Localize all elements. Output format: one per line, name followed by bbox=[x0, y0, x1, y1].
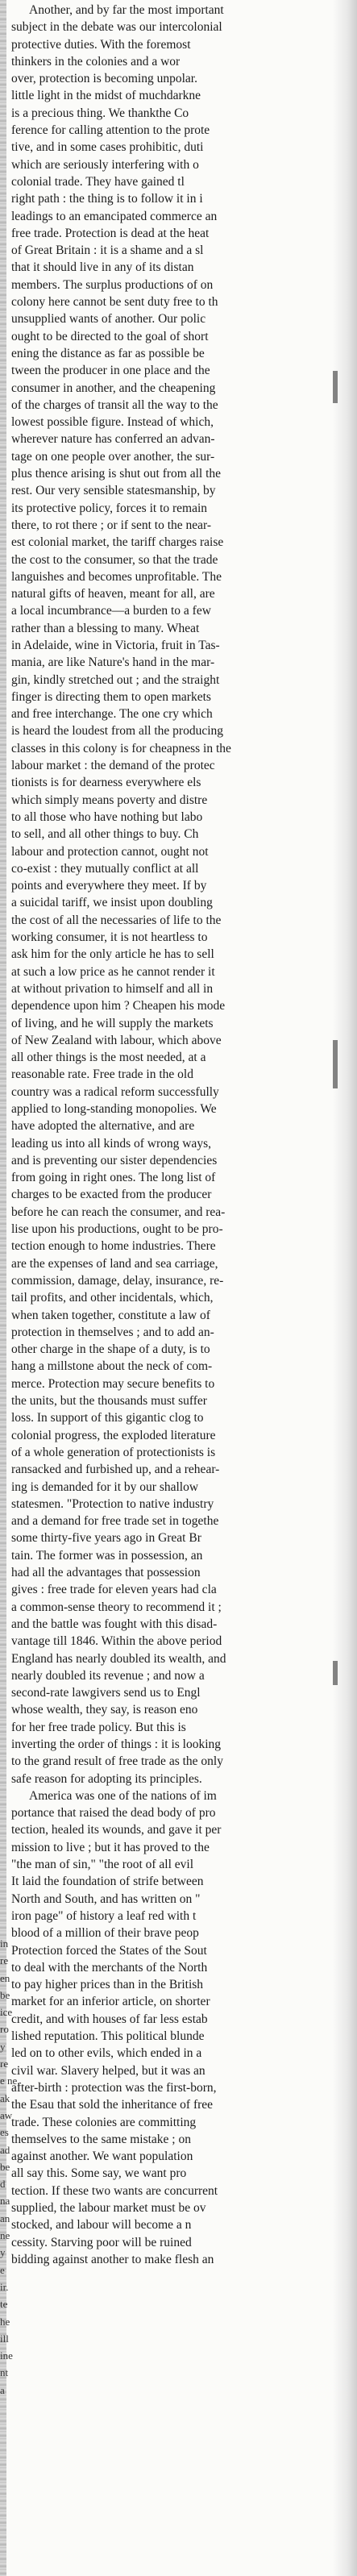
article-line: of the charges of transit all the way to the bbox=[11, 397, 218, 412]
article-line: statesmen. "Protection to native industry bbox=[11, 1496, 214, 1511]
article-line: Protection forced the States of the Sout bbox=[11, 1943, 207, 1958]
margin-fragment: y bbox=[0, 2246, 6, 2259]
article-line: inverting the order of things : it is looking bbox=[11, 1737, 222, 1751]
article-line: are the expenses of land and sea carriage, bbox=[11, 1256, 218, 1271]
article-line: mania, are like Nature's hand in the mar- bbox=[11, 655, 215, 670]
article-line: dependence upon him ? Cheapen his mode bbox=[11, 999, 226, 1013]
article-line: ing is demanded for it by our shallow bbox=[11, 1479, 199, 1494]
article-line: supplied, the labour market must be ov bbox=[11, 2201, 206, 2215]
article-line: commission, damage, delay, insurance, re- bbox=[11, 1273, 224, 1288]
article-line: consumer in another, and the cheapening bbox=[11, 381, 216, 395]
article-line: natural gifts of heaven, meant for all, are bbox=[11, 587, 215, 601]
margin-fragment: ine bbox=[0, 2349, 13, 2362]
margin-fragment: in bbox=[0, 1937, 9, 1950]
article-line: vantage till 1846. Within the above period bbox=[11, 1634, 222, 1649]
article-line: working consumer, it is not heartless to bbox=[11, 930, 208, 945]
article-line: at without privation to himself and all in bbox=[11, 981, 214, 996]
article-line: civil war. Slavery helped, but it was an bbox=[11, 2063, 205, 2078]
article-line: protection in themselves ; and to add an- bbox=[11, 1325, 214, 1339]
article-line: cessity. Starving poor will be ruined bbox=[11, 2235, 192, 2249]
article-line: wherever nature has conferred an advan- bbox=[11, 432, 215, 447]
article-line: rather than a blessing to many. Wheat bbox=[11, 621, 200, 635]
article-line: there, to rot there ; or if sent to the near- bbox=[11, 518, 212, 532]
article-line: little light in the midst of muchdarkne bbox=[11, 89, 201, 103]
article-line: thinkers in the colonies and a wor bbox=[11, 54, 181, 69]
article-line: unsupplied wants of another. Our polic bbox=[11, 312, 206, 327]
article-line: and a demand for free trade set in togethe bbox=[11, 1514, 219, 1529]
article-line: gives : free trade for eleven years had cla bbox=[11, 1583, 217, 1597]
article-line: the Esau that sold the inheritance of free bbox=[11, 2098, 214, 2112]
margin-fragment: an bbox=[0, 2212, 10, 2224]
article-line: tection, healed its wounds, and gave it per bbox=[11, 1823, 222, 1837]
margin-fragment: ice bbox=[0, 2006, 13, 2019]
article-line: led on to other evils, which ended in a bbox=[11, 2046, 202, 2061]
article-line: had all the advantages that possession bbox=[11, 1566, 201, 1580]
article-line: "the man of sin," "the root of all evil bbox=[11, 1858, 194, 1872]
margin-fragment: he bbox=[0, 2315, 10, 2328]
margin-fragment: e ne. bbox=[0, 2075, 20, 2087]
article-line: ought to be directed to the goal of short bbox=[11, 329, 209, 343]
article-line: North and South, and has written on " bbox=[11, 1891, 201, 1906]
margin-fragment: ad bbox=[0, 2143, 10, 2156]
article-line: reasonable rate. Free trade in the old bbox=[11, 1067, 193, 1082]
article-line: a suicidal tariff, we insist upon doubling bbox=[11, 896, 213, 910]
article-line: free trade. Protection is dead at the heat bbox=[11, 226, 210, 240]
margin-fragment: a bbox=[0, 2383, 5, 2396]
article-line: leadings to an emancipated commerce an bbox=[11, 209, 218, 223]
article-line: blood of a million of their brave peop bbox=[11, 1926, 199, 1941]
article-line: tail profits, and other incidentals, which, bbox=[11, 1291, 214, 1305]
article-line: all other things is the most needed, at a bbox=[11, 1051, 206, 1065]
margin-fragment: be bbox=[0, 2160, 10, 2173]
article-line: at such a low price as he cannot render it bbox=[11, 964, 215, 979]
article-line: tage on one people over another, the sur- bbox=[11, 449, 215, 464]
margin-fragment: ir. bbox=[0, 2280, 9, 2293]
article-line: its protective policy, forces it to remain bbox=[11, 501, 208, 515]
article-line: loss. In support of this gigantic clog to bbox=[11, 1411, 204, 1425]
article-line: charges to be exacted from the producer bbox=[11, 1188, 212, 1202]
article-line: market for an inferior article, on shorter bbox=[11, 1995, 210, 2009]
article-line: to deal with the merchants of the North bbox=[11, 1960, 208, 1975]
article-line: lise upon his productions, ought to be pro- bbox=[11, 1222, 223, 1237]
margin-fragment: re bbox=[0, 2058, 9, 2070]
article-line: before he can reach the consumer, and rea- bbox=[11, 1205, 226, 1219]
article-line: finger is directing them to open markets bbox=[11, 689, 211, 704]
adjacent-column-fragments bbox=[0, 1935, 20, 2399]
article-line: labour market : the demand of the protec bbox=[11, 759, 215, 773]
article-line: a common-sense theory to recommend it ; bbox=[11, 1600, 222, 1614]
margin-fragment: na bbox=[0, 2195, 10, 2208]
article-line: England has nearly doubled its wealth, and bbox=[11, 1651, 226, 1666]
article-line: to all those who have nothing but labo bbox=[11, 809, 203, 824]
article-line: bidding against another to make flesh an bbox=[11, 2252, 214, 2266]
article-line: themselves to the same mistake ; on bbox=[11, 2132, 191, 2146]
article-line: the cost to the consumer, so that the trade bbox=[11, 552, 218, 567]
article-line: is a precious thing. We thankthe Co bbox=[11, 106, 189, 120]
article-line: tionists is for dearness everywhere els bbox=[11, 776, 201, 790]
article-line: colony here cannot be sent duty free to th bbox=[11, 295, 218, 310]
margin-fragment: aw bbox=[0, 2108, 13, 2121]
margin-fragment: ill bbox=[0, 2332, 9, 2345]
article-line: when taken together, constitute a law of bbox=[11, 1308, 210, 1322]
article-line: for her free trade policy. But this is bbox=[11, 1720, 186, 1734]
article-line: against another. We want population bbox=[11, 2149, 193, 2164]
article-line: which simply means poverty and distre bbox=[11, 793, 208, 807]
article-line: whose wealth, they say, is reason eno bbox=[11, 1703, 198, 1717]
article-line: est colonial market, the tariff charges raise bbox=[11, 535, 224, 550]
article-line: applied to long-standing monopolies. We bbox=[11, 1102, 217, 1116]
margin-fragment: es bbox=[0, 2126, 9, 2139]
article-line: of Great Britain : it is a shame and a sl bbox=[11, 243, 204, 258]
margin-fragment: be bbox=[0, 1988, 10, 2001]
article-line: over, protection is becoming unpolar. bbox=[11, 72, 197, 86]
article-line: ening the distance as far as possible be bbox=[11, 346, 205, 360]
article-line: tween the producer in one place and the bbox=[11, 364, 210, 378]
article-line: right path : the thing is to follow it in i bbox=[11, 192, 203, 206]
article-line: languishes and becomes unprofitable. The bbox=[11, 569, 222, 584]
article-line: ask him for the only article he has to sell bbox=[11, 947, 214, 962]
article-line: subject in the debate was our intercolonial bbox=[11, 20, 222, 35]
article-line: is heard the loudest from all the producing bbox=[11, 724, 224, 739]
margin-fragment: re bbox=[0, 1954, 9, 1967]
margin-fragment: ro bbox=[0, 2023, 9, 2036]
article-line: to pay higher prices than in the British bbox=[11, 1978, 204, 1992]
article-line: and is preventing our sister dependencies bbox=[11, 1153, 218, 1167]
article-line: portance that raised the dead body of pro bbox=[11, 1806, 216, 1821]
article-line: that it should live in any of its distan bbox=[11, 260, 194, 275]
article-line: of a whole generation of protectionists is bbox=[11, 1445, 216, 1459]
article-line: which are seriously interfering with o bbox=[11, 157, 199, 172]
article-line: labour and protection cannot, ought not bbox=[11, 844, 209, 859]
article-line: safe reason for adopting its principles. bbox=[11, 1771, 202, 1786]
article-line: some thirty-five years ago in Great Br bbox=[11, 1531, 201, 1546]
article-line: tection. If these two wants are concurrent bbox=[11, 2183, 218, 2198]
article-line: nearly doubled its revenue ; and now a bbox=[11, 1668, 205, 1683]
article-line: the cost of all the necessaries of life to the bbox=[11, 913, 222, 927]
article-line: protective duties. With the foremost bbox=[11, 37, 191, 52]
margin-fragment: y bbox=[0, 2040, 6, 2053]
article-line: of living, and he will supply the markets bbox=[11, 1016, 214, 1030]
article-line: stocked, and labour will become a n bbox=[11, 2218, 192, 2233]
article-line: leading us into all kinds of wrong ways, bbox=[11, 1136, 211, 1151]
article-line: ference for calling attention to the prote bbox=[11, 123, 210, 138]
article-line: have adopted the alternative, and are bbox=[11, 1119, 195, 1134]
article-line: other charge in the shape of a duty, is to bbox=[11, 1342, 210, 1357]
margin-fragment: nt bbox=[0, 2366, 9, 2379]
article-line: tection enough to home industries. There bbox=[11, 1239, 216, 1254]
article-line: the units, but the thousands must suffer bbox=[11, 1394, 207, 1409]
article-line: rest. Our very sensible statesmanship, by bbox=[11, 484, 216, 498]
article-line: and the battle was fought with this disad- bbox=[11, 1617, 218, 1631]
article-line: all say this. Some say, we want pro bbox=[11, 2166, 187, 2181]
article-line: ransacked and furbished up, and a rehear- bbox=[11, 1463, 220, 1477]
article-line: points and everywhere they meet. If by bbox=[11, 879, 207, 893]
article-line: in Adelaide, wine in Victoria, fruit in Tas- bbox=[11, 638, 220, 652]
article-line: to sell, and all other things to buy. Ch bbox=[11, 827, 199, 842]
margin-fragment: te bbox=[0, 2298, 8, 2311]
margin-fragment: e bbox=[0, 2263, 5, 2276]
article-line: and free interchange. The one cry which bbox=[11, 707, 213, 722]
margin-fragment: en bbox=[0, 1971, 10, 1984]
article-line: classes in this colony is for cheapness in the bbox=[11, 741, 231, 755]
article-line: members. The surplus productions of on bbox=[11, 277, 214, 292]
article-line: gin, kindly stretched out ; and the straight bbox=[11, 672, 220, 687]
article-line: to the grand result of free trade as the only bbox=[11, 1754, 223, 1769]
article-line: merce. Protection may secure benefits to bbox=[11, 1376, 215, 1391]
article-line: of New Zealand with labour, which above bbox=[11, 1033, 222, 1047]
article-line: lowest possible figure. Instead of which, bbox=[11, 415, 214, 430]
article-line: co-exist : they mutually conflict at all bbox=[11, 861, 199, 876]
article-line: country was a radical reform successfully bbox=[11, 1084, 219, 1099]
article-line: after-birth : protection was the first-born, bbox=[11, 2080, 217, 2095]
article-line: hang a millstone about the neck of com- bbox=[11, 1359, 213, 1374]
margin-fragment: ne bbox=[0, 2229, 10, 2242]
article-line: a local incumbrance—a burden to a few bbox=[11, 604, 211, 618]
article-line: iron page" of history a leaf red with t bbox=[11, 1908, 197, 1923]
article-line: trade. These colonies are committing bbox=[11, 2115, 197, 2129]
article-line: colonial trade. They have gained tl bbox=[11, 174, 185, 189]
article-line: from going in right ones. The long list of bbox=[11, 1171, 216, 1185]
margin-fragment: d bbox=[0, 2178, 6, 2191]
margin-fragment: ak bbox=[0, 2091, 10, 2104]
article-line: Another, and by far the most important bbox=[29, 3, 224, 17]
article-line: credit, and with houses of far less estab bbox=[11, 2012, 208, 2026]
editorial-article-column bbox=[11, 2, 343, 2268]
article-line: It laid the foundation of strife between bbox=[11, 1875, 204, 1889]
article-line: second-rate lawgivers send us to Engl bbox=[11, 1686, 201, 1700]
article-line: tain. The former was in possession, an bbox=[11, 1548, 203, 1563]
article-line: America was one of the nations of im bbox=[29, 1788, 217, 1803]
article-line: plus thence arising is shut out from all the bbox=[11, 467, 222, 481]
article-line: lished reputation. This political blunde bbox=[11, 2029, 205, 2044]
article-line: tive, and in some cases prohibitic, duti bbox=[11, 140, 204, 155]
article-line: colonial progress, the exploded literature bbox=[11, 1428, 216, 1442]
article-line: mission to live ; but it has proved to the bbox=[11, 1840, 210, 1854]
